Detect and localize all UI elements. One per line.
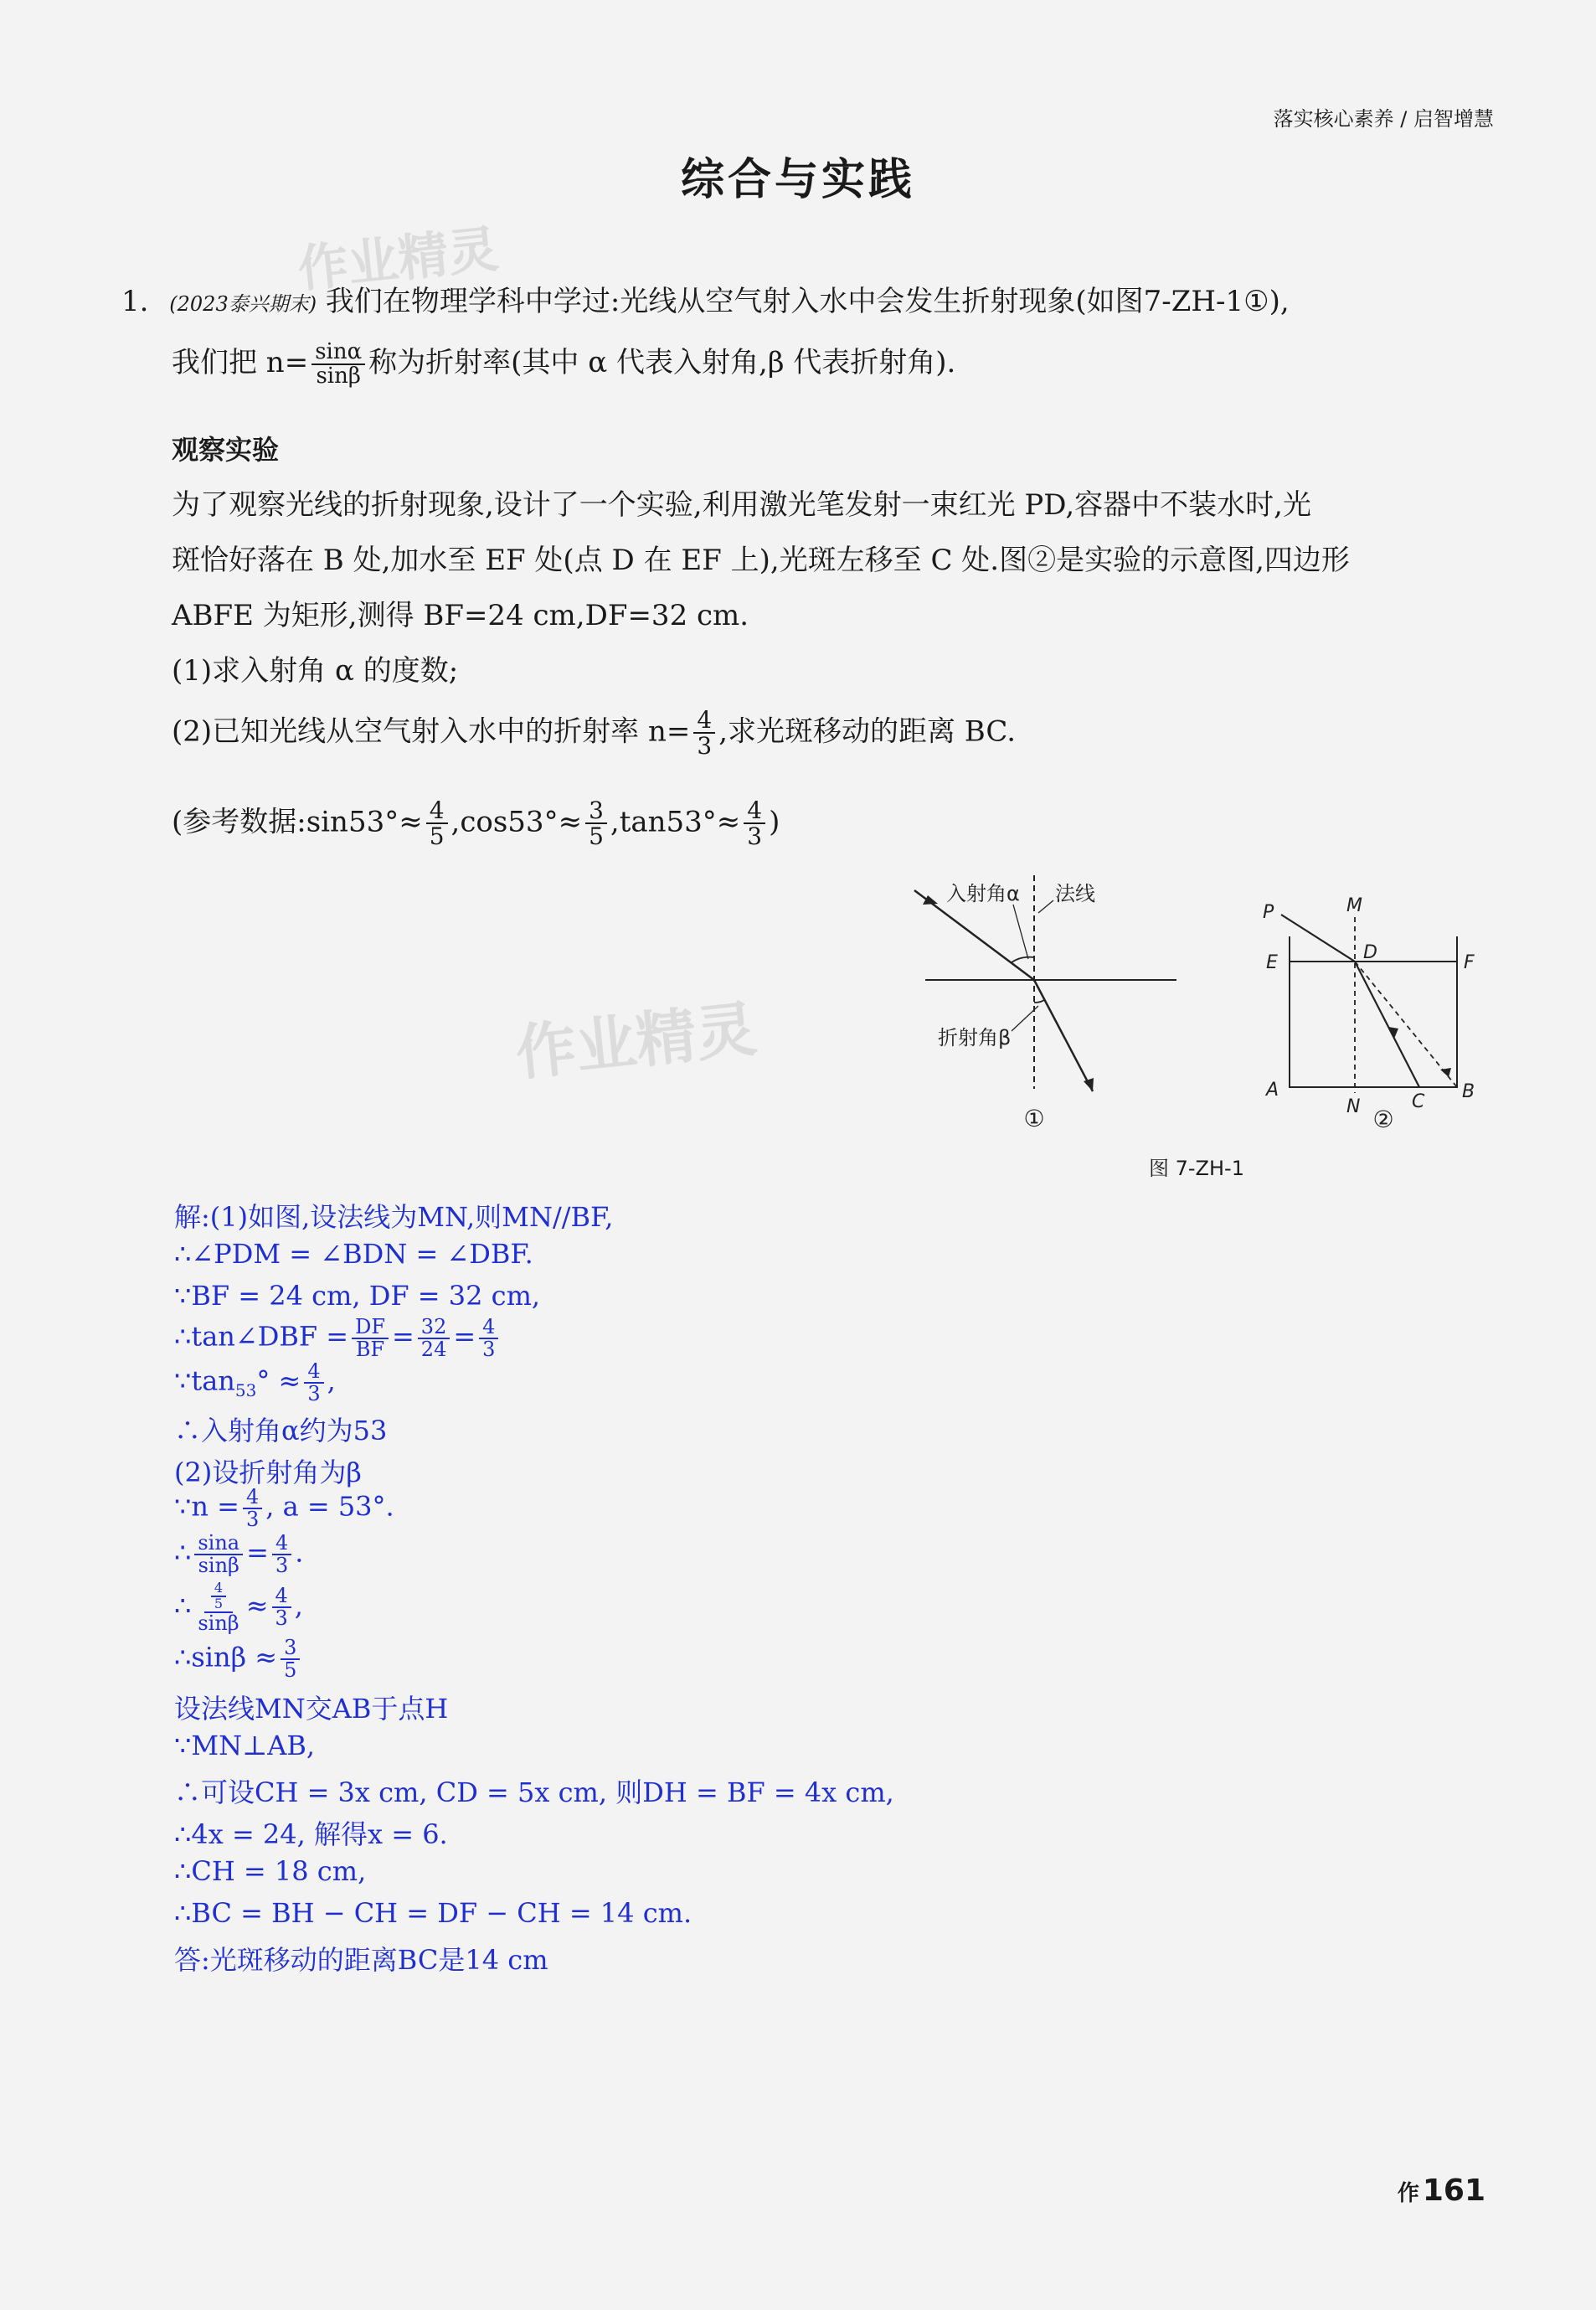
- normal-label-leader: [1038, 900, 1053, 913]
- point-P: P: [1263, 902, 1274, 923]
- l10-approx: ≈: [245, 1589, 269, 1622]
- solution-line-8: [174, 1487, 394, 1530]
- point-C: C: [1412, 1091, 1425, 1112]
- refract-angle-arc: [1034, 999, 1045, 1003]
- question-intro: 我们在物理学科中学过:光线从空气射入水中会发生折射现象(如图7-ZH-1①),: [325, 285, 1290, 318]
- fraction-denominator: 5: [214, 1595, 224, 1611]
- solution-line-7: (2)设折射角为β: [174, 1457, 362, 1488]
- fraction-denominator: sinβ: [316, 364, 361, 389]
- point-M: M: [1346, 895, 1362, 916]
- experiment-paragraph-line-1: 为了观察光线的折射现象,设计了一个实验,利用激光笔发射一束红光 PD,容器中不装水时,光: [172, 488, 1311, 522]
- page-number-prefix: 作: [1397, 2181, 1419, 2206]
- l11-fraction: [281, 1637, 300, 1681]
- fraction-denominator: sinβ: [198, 1611, 239, 1635]
- solution-line-17: ∴BC = BH − CH = DF − CH = 14 cm.: [174, 1897, 692, 1929]
- l10-fraction-2: [272, 1586, 291, 1629]
- question-number: 1.: [121, 285, 149, 318]
- solution-line-15: ∴4x = 24, 解得x = 6.: [174, 1818, 448, 1850]
- page-number-value: 161: [1422, 2173, 1485, 2208]
- fraction-numerator: sina: [194, 1533, 243, 1555]
- fraction-numerator: 4: [243, 1487, 262, 1509]
- l9-fraction-1: [194, 1533, 243, 1576]
- solution-line-4: [174, 1317, 502, 1360]
- l4-fraction-1: [352, 1317, 389, 1360]
- sub-question-2: [172, 708, 1016, 759]
- experiment-paragraph-line-2: 斑恰好落在 B 处,加水至 EF 处(点 D 在 EF 上),光斑左移至 C 处.图②是实验的示意图,四边形: [172, 544, 1350, 577]
- watermark: 作业精灵: [512, 993, 760, 1089]
- figure-2-container: [1239, 888, 1516, 1143]
- fraction-denominator: BF: [355, 1338, 385, 1362]
- ray-DB-dashed: [1355, 962, 1457, 1087]
- solution-line-13: ∵MN⊥AB,: [174, 1730, 316, 1761]
- figure-caption: 图 7-ZH-1: [1149, 1157, 1244, 1180]
- normal-label: 法线: [1055, 882, 1095, 905]
- container-rect-ABFE: [1290, 962, 1457, 1087]
- point-N: N: [1346, 1096, 1361, 1117]
- q2-prefix: (2)已知光线从空气射入水中的折射率 n=: [172, 714, 691, 749]
- l5-subscript: 53: [234, 1380, 257, 1401]
- l4-equals: =: [391, 1320, 414, 1353]
- definition-fraction: [311, 338, 365, 389]
- l8-fraction: [243, 1487, 262, 1530]
- l5-fraction: [304, 1361, 323, 1405]
- solution-line-9: [174, 1533, 303, 1576]
- incident-angle-label: 入射角α: [946, 882, 1020, 905]
- figure-1-refraction: [904, 867, 1189, 1143]
- point-F: F: [1464, 952, 1475, 973]
- question-source: (2023泰兴期末): [169, 292, 317, 316]
- ref-sin-fraction: [426, 798, 448, 849]
- running-header: 落实核心素养 / 启智增慧: [1273, 107, 1494, 131]
- question-line-1: [121, 278, 1290, 319]
- page-title: 综合与实践: [680, 155, 915, 205]
- fraction-denominator: 3: [482, 1338, 496, 1362]
- reference-data: [172, 798, 780, 849]
- ray-PD: [1281, 915, 1355, 962]
- fraction-numerator: 4: [744, 798, 765, 824]
- solution-line-1: 解:(1)如图,设法线为MN,则MN//BF,: [174, 1201, 614, 1233]
- experiment-paragraph-line-3: ABFE 为矩形,测得 BF=24 cm,DF=32 cm.: [172, 599, 749, 632]
- fraction-numerator: 4: [426, 798, 448, 824]
- fraction-denominator: 5: [284, 1658, 297, 1683]
- fraction-denominator: 24: [420, 1338, 447, 1362]
- fraction-denominator: 5: [429, 822, 445, 851]
- point-A: A: [1266, 1080, 1279, 1101]
- watermark: 作业精灵: [295, 219, 502, 300]
- fraction-numerator: sinα: [311, 341, 365, 365]
- incident-angle-arc: [1012, 957, 1034, 962]
- solution-line-14: ∴可设CH = 3x cm, CD = 5x cm, 则DH = BF = 4x cm,: [174, 1776, 894, 1808]
- fraction-numerator: 4: [693, 708, 715, 734]
- fraction-denominator: 3: [245, 1508, 260, 1532]
- fraction-numerator: 3: [281, 1637, 300, 1660]
- fraction-denominator: 3: [747, 822, 763, 851]
- point-D: D: [1363, 942, 1377, 963]
- solution-line-5: [174, 1361, 336, 1405]
- fraction-numerator: DF: [352, 1317, 389, 1339]
- refracted-ray: [1034, 980, 1093, 1091]
- ref-tan-fraction: [744, 798, 765, 849]
- ref-tan-label: ,tan53°≈: [610, 805, 741, 839]
- fraction-denominator: 3: [697, 732, 713, 761]
- l11-prefix: ∴sinβ ≈: [174, 1641, 278, 1673]
- q2-suffix: ,求光斑移动的距离 BC.: [718, 714, 1017, 749]
- ray-DC: [1355, 962, 1419, 1087]
- section-title: 观察实验: [172, 434, 280, 466]
- l4-equals: =: [453, 1320, 476, 1353]
- ref-cos-label: ,cos53°≈: [450, 805, 583, 839]
- l9-fraction-2: [272, 1533, 291, 1576]
- refracted-arrowhead: [1084, 1078, 1094, 1091]
- l10-compound-fraction: [194, 1581, 242, 1634]
- solution-line-12: 设法线MN交AB于点H: [174, 1693, 449, 1725]
- fraction-numerator: 3: [585, 798, 607, 824]
- l9-equals: =: [246, 1536, 269, 1569]
- fraction-denominator: 3: [275, 1554, 289, 1578]
- refraction-definition: [172, 339, 955, 388]
- refract-angle-label: 折射角β: [938, 1026, 1012, 1049]
- l5-suffix: ,: [327, 1364, 336, 1397]
- fraction-numerator: 4: [211, 1581, 226, 1597]
- ref-prefix: (参考数据:sin53°≈: [172, 805, 423, 839]
- l8-prefix: ∵n =: [174, 1490, 239, 1523]
- solution-line-2: ∴∠PDM = ∠BDN = ∠DBF.: [174, 1238, 533, 1270]
- l9-suffix: .: [295, 1536, 304, 1569]
- point-E: E: [1266, 952, 1278, 973]
- q2-fraction: [693, 708, 715, 759]
- solution-line-16: ∴CH = 18 cm,: [174, 1855, 367, 1887]
- incident-label-leader: [1013, 905, 1028, 959]
- incident-arrowhead: [923, 895, 938, 905]
- figure-1-number: ①: [1023, 1105, 1045, 1132]
- definition-suffix: 称为折射率(其中 α 代表入射角,β 代表折射角).: [368, 346, 956, 379]
- fraction-denominator: 5: [589, 822, 604, 851]
- l4-fraction-3: [479, 1317, 498, 1360]
- l5-mid: ° ≈: [256, 1364, 301, 1397]
- l10-prefix: ∴: [174, 1589, 192, 1622]
- point-B: B: [1462, 1081, 1475, 1102]
- l9-prefix: ∴: [174, 1536, 192, 1569]
- fraction-numerator: [204, 1581, 233, 1613]
- inner-fraction: [211, 1581, 226, 1611]
- figure-2-number: ②: [1372, 1106, 1394, 1133]
- fraction-numerator: 4: [304, 1361, 323, 1384]
- l10-suffix: ,: [294, 1589, 303, 1622]
- l4-fraction-2: [418, 1317, 450, 1360]
- definition-prefix: 我们把 n=: [172, 346, 309, 379]
- fraction-numerator: 4: [272, 1586, 291, 1608]
- page-number: [1398, 2173, 1489, 2208]
- fraction-denominator: 3: [275, 1606, 288, 1631]
- l8-suffix: , a = 53°.: [265, 1490, 394, 1523]
- l4-prefix: ∴tan∠DBF =: [174, 1320, 349, 1353]
- solution-line-18: 答:光斑移动的距离BC是14 cm: [174, 1944, 548, 1976]
- solution-line-10: [174, 1581, 303, 1634]
- fraction-numerator: 32: [418, 1317, 450, 1339]
- fraction-denominator: sinβ: [198, 1554, 239, 1578]
- solution-line-11: [174, 1637, 303, 1681]
- sub-question-1: (1)求入射角 α 的度数;: [172, 654, 459, 688]
- ref-cos-fraction: [585, 798, 607, 849]
- fraction-numerator: 4: [479, 1317, 498, 1339]
- ray-DC-arrowhead: [1388, 1027, 1398, 1039]
- solution-line-6: ∴入射角α约为53: [174, 1415, 388, 1446]
- l5-prefix: ∵tan: [174, 1364, 235, 1397]
- solution-line-3: ∵BF = 24 cm, DF = 32 cm,: [174, 1280, 541, 1312]
- fraction-denominator: 3: [307, 1382, 321, 1406]
- fraction-numerator: 4: [272, 1533, 291, 1555]
- ref-suffix: ): [769, 805, 780, 839]
